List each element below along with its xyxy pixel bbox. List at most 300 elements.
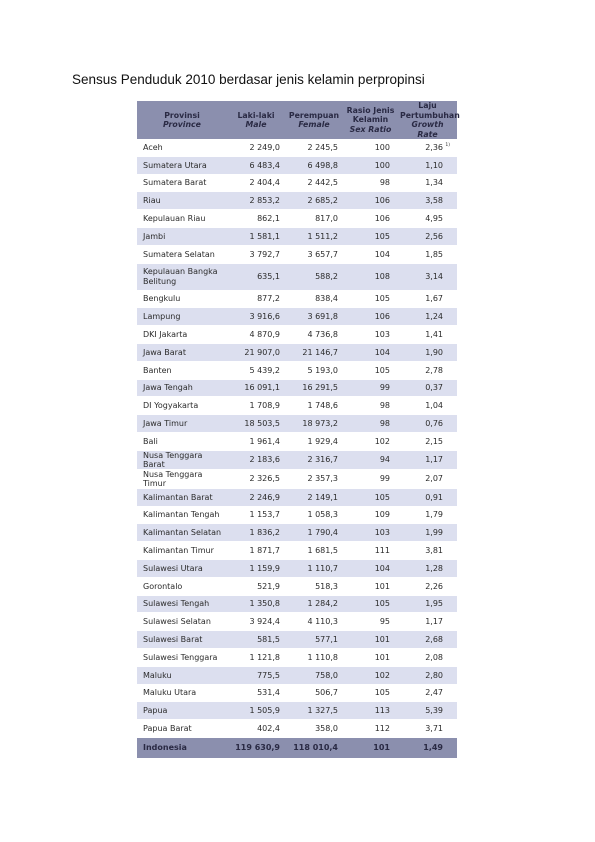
sex-ratio-cell [343, 450, 398, 469]
growth-rate-cell [398, 450, 457, 469]
sex-ratio-cell [343, 432, 398, 450]
table-row [137, 631, 457, 649]
province-cell [137, 379, 227, 397]
table-row [137, 397, 457, 415]
growth-rate-cell-text: 1,17 [425, 455, 443, 465]
female-cell-text: 5 193,0 [307, 365, 338, 375]
male-cell [227, 308, 285, 326]
province-cell [137, 227, 227, 245]
table-row [137, 192, 457, 210]
growth-rate-cell-text: 0,76 [425, 419, 443, 429]
male-cell-text: 2 246,9 [249, 492, 280, 502]
male-cell-text: 1 708,9 [249, 401, 280, 411]
document-title: Sensus Penduduk 2010 berdasar jenis kelamin perpropinsi [72, 72, 425, 87]
province-cell-text: Kalimantan Timur [143, 546, 214, 556]
female-cell [285, 613, 343, 631]
province-cell-text: Sumatera Selatan [143, 249, 215, 259]
growth-rate-cell [398, 415, 457, 433]
total-female: 118 010,4 [285, 737, 343, 758]
male-cell-text: 1 505,9 [249, 706, 280, 716]
sex-ratio-cell [343, 343, 398, 361]
female-cell [285, 524, 343, 542]
female-cell [285, 595, 343, 613]
female-cell [285, 227, 343, 245]
province-cell-text: Sumatera Utara [143, 160, 207, 170]
sex-ratio-cell [343, 174, 398, 192]
male-cell-text: 6 483,4 [249, 160, 280, 170]
male-cell [227, 450, 285, 469]
male-cell [227, 290, 285, 308]
sex-ratio-cell-text: 100 [374, 142, 390, 152]
female-cell-text: 18 973,2 [302, 419, 338, 429]
male-cell-text: 16 091,1 [244, 383, 280, 393]
growth-rate-cell-text: 2,26 [425, 581, 443, 591]
growth-rate-cell [398, 648, 457, 666]
female-cell-text: 2 685,2 [307, 196, 338, 206]
male-cell-text: 5 439,2 [249, 365, 280, 375]
female-cell-text: 1 748,6 [307, 401, 338, 411]
table-footer [137, 737, 457, 758]
table-row [137, 506, 457, 524]
sex-ratio-cell-text: 102 [374, 436, 390, 446]
sex-ratio-cell-text: 99 [379, 474, 390, 484]
growth-rate-cell-text: 3,14 [425, 271, 443, 281]
male-cell-text: 402,4 [257, 724, 280, 733]
province-cell [137, 432, 227, 450]
female-cell-text: 1 790,4 [307, 528, 338, 538]
growth-rate-cell-text: 3,58 [425, 196, 443, 206]
province-cell-text: Bengkulu [143, 294, 181, 304]
female-cell-text: 3 691,8 [307, 312, 338, 322]
growth-rate-cell-text: 1,99 [425, 528, 443, 538]
table-row [137, 684, 457, 702]
province-cell [137, 595, 227, 613]
growth-rate-cell [398, 397, 457, 415]
sex-ratio-cell-text: 105 [374, 365, 390, 375]
table-row [137, 648, 457, 666]
growth-rate-cell-text: 1,79 [425, 510, 443, 520]
sex-ratio-cell [343, 577, 398, 595]
sex-ratio-cell-text: 104 [374, 249, 390, 259]
sex-ratio-cell-text: 101 [374, 581, 390, 591]
sex-ratio-cell [343, 524, 398, 542]
sex-ratio-cell [343, 397, 398, 415]
female-cell [285, 631, 343, 649]
sex-ratio-cell-text: 98 [379, 419, 390, 429]
growth-rate-cell [398, 156, 457, 174]
province-cell [137, 361, 227, 379]
female-cell-text: 6 498,8 [307, 160, 338, 170]
sex-ratio-cell [343, 542, 398, 560]
growth-rate-cell-text: 2,47 [425, 688, 443, 698]
male-cell-text: 2 404,4 [249, 178, 280, 188]
province-cell [137, 343, 227, 361]
growth-rate-cell [398, 263, 457, 290]
male-cell-text: 862,1 [257, 214, 280, 224]
table-row [137, 469, 457, 488]
province-cell [137, 139, 227, 156]
table-row [137, 326, 457, 344]
province-cell-text: DI Yogyakarta [143, 401, 199, 411]
province-cell [137, 415, 227, 433]
growth-rate-cell [398, 720, 457, 738]
growth-rate-cell [398, 542, 457, 560]
male-cell-text: 635,1 [257, 271, 280, 281]
male-cell [227, 174, 285, 192]
female-cell [285, 308, 343, 326]
sex-ratio-cell-text: 106 [374, 196, 390, 206]
growth-rate-cell-text: 0,37 [425, 383, 443, 393]
male-cell [227, 432, 285, 450]
header-province [137, 101, 227, 139]
header-female-id: Perempuan [288, 110, 340, 120]
province-cell-text: Kepulauan Riau [143, 214, 206, 224]
growth-rate-cell [398, 559, 457, 577]
growth-rate-cell-text: 1,41 [425, 330, 443, 340]
male-cell-text: 1 961,4 [249, 436, 280, 446]
male-cell [227, 156, 285, 174]
sex-ratio-cell [343, 139, 398, 156]
total-growth-rate: 1,49 [398, 737, 457, 758]
sex-ratio-cell [343, 290, 398, 308]
male-cell-text: 2 249,0 [249, 142, 280, 152]
male-cell-text: 3 792,7 [249, 249, 280, 259]
growth-rate-cell-text: 1,24 [425, 312, 443, 322]
table-row [137, 415, 457, 433]
female-cell [285, 156, 343, 174]
male-cell-text: 581,5 [257, 635, 280, 645]
growth-rate-cell-text: 1,67 [425, 294, 443, 304]
female-cell [285, 506, 343, 524]
table-row [137, 263, 457, 290]
growth-rate-cell [398, 613, 457, 631]
table-row [137, 139, 457, 156]
sex-ratio-cell [343, 192, 398, 210]
female-cell-text: 16 291,5 [302, 383, 338, 393]
header-row [137, 101, 457, 139]
female-cell-text: 1 327,5 [307, 706, 338, 716]
male-cell [227, 361, 285, 379]
header-male [227, 101, 285, 139]
growth-rate-cell [398, 666, 457, 684]
female-cell [285, 469, 343, 488]
sex-ratio-cell [343, 720, 398, 738]
header-sex-ratio [343, 101, 398, 139]
sex-ratio-cell [343, 595, 398, 613]
male-cell [227, 210, 285, 228]
female-cell [285, 542, 343, 560]
male-cell-text: 3 916,6 [249, 312, 280, 322]
sex-ratio-cell-text: 103 [374, 528, 390, 538]
table-row [137, 702, 457, 720]
province-cell-text: Kepulauan Bangka Belitung [143, 266, 218, 286]
female-cell [285, 648, 343, 666]
growth-rate-cell-text: 2,78 [425, 365, 443, 375]
table-row [137, 666, 457, 684]
header-province-en: Province [163, 120, 201, 129]
male-cell [227, 227, 285, 245]
female-cell-text: 2 357,3 [307, 474, 338, 484]
province-cell [137, 542, 227, 560]
growth-rate-cell [398, 595, 457, 613]
table-row [137, 524, 457, 542]
sex-ratio-cell-text: 95 [379, 617, 390, 627]
province-cell-text: Nusa Tenggara Timur [143, 469, 203, 488]
male-cell-text: 3 924,4 [249, 617, 280, 627]
header-female-en: Female [298, 120, 330, 129]
growth-rate-cell-text: 0,91 [425, 492, 443, 502]
province-cell [137, 469, 227, 488]
female-cell-text: 2 149,1 [307, 492, 338, 502]
province-cell [137, 702, 227, 720]
male-cell [227, 263, 285, 290]
female-cell-text: 1 058,3 [307, 510, 338, 520]
sex-ratio-cell [343, 702, 398, 720]
header-growth-rate-id: Laju Pertumbuhan [400, 101, 460, 120]
growth-rate-cell-text: 5,39 [425, 706, 443, 716]
province-cell-text: Bali [143, 436, 158, 446]
female-cell-text: 1 110,7 [307, 563, 338, 573]
province-cell-text: Papua Barat [143, 724, 192, 733]
sex-ratio-cell-text: 106 [374, 214, 390, 224]
growth-rate-cell-text: 1,28 [425, 563, 443, 573]
growth-rate-cell [398, 379, 457, 397]
female-cell-text: 21 146,7 [302, 347, 338, 357]
male-cell [227, 631, 285, 649]
growth-rate-cell [398, 210, 457, 228]
male-cell-text: 18 503,5 [244, 419, 280, 429]
growth-rate-cell-text: 2,68 [425, 635, 443, 645]
province-cell [137, 308, 227, 326]
sex-ratio-cell-text: 101 [374, 635, 390, 645]
province-cell [137, 559, 227, 577]
footnote-marker: 1) [445, 143, 450, 148]
male-cell-text: 1 159,9 [249, 563, 280, 573]
province-cell-text: Jawa Barat [143, 347, 186, 357]
sex-ratio-cell-text: 104 [374, 347, 390, 357]
province-cell [137, 524, 227, 542]
province-cell [137, 263, 227, 290]
female-cell [285, 192, 343, 210]
province-cell-text: DKI Jakarta [143, 330, 188, 340]
sex-ratio-cell [343, 613, 398, 631]
sex-ratio-cell-text: 105 [374, 688, 390, 698]
male-cell [227, 666, 285, 684]
province-cell-text: Riau [143, 196, 161, 206]
province-cell [137, 326, 227, 344]
province-cell [137, 450, 227, 469]
province-cell [137, 648, 227, 666]
male-cell [227, 379, 285, 397]
growth-rate-cell-text: 2,15 [425, 436, 443, 446]
growth-rate-cell [398, 524, 457, 542]
male-cell-text: 2 183,6 [249, 455, 280, 465]
male-cell [227, 577, 285, 595]
province-cell-text: Papua [143, 706, 168, 716]
male-cell [227, 613, 285, 631]
sex-ratio-cell-text: 113 [374, 706, 390, 716]
female-cell-text: 358,0 [315, 724, 338, 733]
female-cell-text: 2 442,5 [307, 178, 338, 188]
table-row [137, 488, 457, 506]
male-cell [227, 684, 285, 702]
province-cell [137, 577, 227, 595]
province-cell-text: Nusa Tenggara Barat [143, 450, 203, 469]
province-cell [137, 720, 227, 738]
growth-rate-cell [398, 326, 457, 344]
sex-ratio-cell-text: 105 [374, 492, 390, 502]
sex-ratio-cell-text: 102 [374, 670, 390, 680]
table-row [137, 308, 457, 326]
female-cell [285, 343, 343, 361]
sex-ratio-cell-text: 103 [374, 330, 390, 340]
male-cell [227, 524, 285, 542]
table-row [137, 245, 457, 263]
male-cell-text: 1 350,8 [249, 599, 280, 609]
total-sex-ratio: 101 [343, 737, 398, 758]
total-male: 119 630,9 [227, 737, 285, 758]
province-cell [137, 506, 227, 524]
sex-ratio-cell [343, 227, 398, 245]
female-cell-text: 2 245,5 [307, 142, 338, 152]
header-growth-rate [398, 101, 460, 139]
province-cell [137, 684, 227, 702]
header-growth-rate-en: Growth Rate [411, 120, 444, 139]
province-cell-text: Kalimantan Tengah [143, 510, 220, 520]
growth-rate-cell-text: 1,04 [425, 401, 443, 411]
female-cell-text: 758,0 [315, 670, 338, 680]
table-row [137, 450, 457, 469]
male-cell [227, 415, 285, 433]
sex-ratio-cell-text: 105 [374, 294, 390, 304]
table-row [137, 559, 457, 577]
male-cell [227, 488, 285, 506]
sex-ratio-cell [343, 156, 398, 174]
total-province: Indonesia [137, 737, 227, 758]
growth-rate-cell [398, 432, 457, 450]
growth-rate-cell [398, 631, 457, 649]
sex-ratio-cell-text: 112 [374, 724, 390, 733]
growth-rate-cell-text: 2,08 [425, 652, 443, 662]
sex-ratio-cell-text: 94 [379, 455, 390, 465]
male-cell-text: 531,4 [257, 688, 280, 698]
province-cell-text: Gorontalo [143, 581, 183, 591]
province-cell [137, 192, 227, 210]
male-cell [227, 326, 285, 344]
sex-ratio-cell [343, 245, 398, 263]
province-cell-text: Maluku Utara [143, 688, 197, 698]
province-cell-text: Kalimantan Selatan [143, 528, 222, 538]
sex-ratio-cell [343, 415, 398, 433]
male-cell [227, 506, 285, 524]
province-cell [137, 631, 227, 649]
sex-ratio-cell-text: 100 [374, 160, 390, 170]
male-cell-text: 1 153,7 [249, 510, 280, 520]
province-cell-text: Jambi [143, 231, 166, 241]
table-header [137, 101, 460, 139]
table-row [137, 174, 457, 192]
male-cell [227, 595, 285, 613]
male-cell-text: 2 326,5 [249, 474, 280, 484]
male-cell-text: 1 121,8 [249, 652, 280, 662]
sex-ratio-cell-text: 98 [379, 178, 390, 188]
female-cell-text: 1 110,8 [307, 652, 338, 662]
female-cell [285, 450, 343, 469]
province-cell-text: Sumatera Barat [143, 178, 207, 188]
growth-rate-cell [398, 361, 457, 379]
male-cell-text: 877,2 [257, 294, 280, 304]
female-cell-text: 2 316,7 [307, 455, 338, 465]
province-cell-text: Sulawesi Tenggara [143, 652, 218, 662]
province-cell [137, 156, 227, 174]
female-cell-text: 1 284,2 [307, 599, 338, 609]
sex-ratio-cell [343, 631, 398, 649]
female-cell [285, 577, 343, 595]
male-cell-text: 521,9 [257, 581, 280, 591]
growth-rate-cell-text: 1,90 [425, 347, 443, 357]
province-cell [137, 613, 227, 631]
province-cell-text: Lampung [143, 312, 181, 322]
sex-ratio-cell-text: 104 [374, 563, 390, 573]
growth-rate-cell [398, 174, 457, 192]
male-cell [227, 397, 285, 415]
male-cell [227, 542, 285, 560]
sex-ratio-cell [343, 488, 398, 506]
male-cell-text: 21 907,0 [244, 347, 280, 357]
sex-ratio-cell [343, 684, 398, 702]
female-cell-text: 1 681,5 [307, 546, 338, 556]
growth-rate-cell-text: 2,07 [425, 474, 443, 484]
growth-rate-cell [398, 577, 457, 595]
female-cell-text: 577,1 [315, 635, 338, 645]
female-cell [285, 702, 343, 720]
female-cell [285, 488, 343, 506]
male-cell [227, 192, 285, 210]
female-cell [285, 432, 343, 450]
sex-ratio-cell-text: 105 [374, 231, 390, 241]
growth-rate-cell [398, 702, 457, 720]
province-cell-text: Sulawesi Utara [143, 563, 203, 573]
growth-rate-cell [398, 469, 457, 488]
province-cell-text: Jawa Tengah [143, 383, 193, 393]
female-cell [285, 684, 343, 702]
growth-rate-cell-text: 1,34 [425, 178, 443, 188]
growth-rate-cell [398, 227, 457, 245]
female-cell [285, 397, 343, 415]
header-male-id: Laki-laki [237, 110, 275, 120]
growth-rate-cell-text: 3,81 [425, 546, 443, 556]
table-row [137, 343, 457, 361]
header-male-en: Male [245, 120, 267, 129]
province-cell [137, 397, 227, 415]
female-cell-text: 838,4 [315, 294, 338, 304]
table-row [137, 613, 457, 631]
sex-ratio-cell [343, 648, 398, 666]
female-cell [285, 210, 343, 228]
growth-rate-cell [398, 139, 457, 156]
province-cell [137, 210, 227, 228]
sex-ratio-cell-text: 99 [379, 383, 390, 393]
female-cell [285, 559, 343, 577]
female-cell-text: 506,7 [315, 688, 338, 698]
male-cell [227, 469, 285, 488]
header-sex-ratio-en: Sex Ratio [349, 124, 392, 134]
female-cell [285, 139, 343, 156]
sex-ratio-cell [343, 210, 398, 228]
growth-rate-cell-text: 1,85 [425, 249, 443, 259]
male-cell [227, 720, 285, 738]
growth-rate-cell [398, 684, 457, 702]
